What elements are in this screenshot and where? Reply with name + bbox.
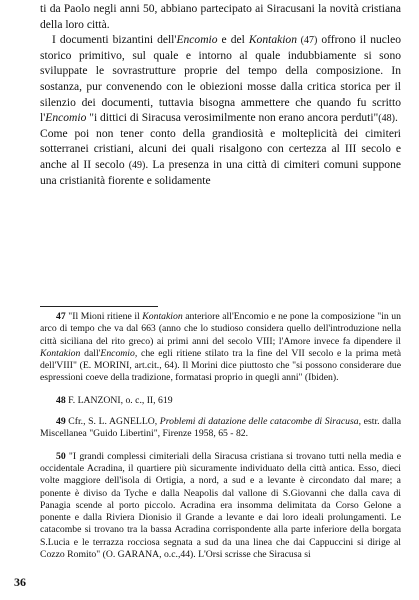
italic-title: Kontakion [40,347,81,359]
paragraph-text: . [394,112,398,125]
paragraph-3 [40,127,401,189]
paragraph-1 [40,2,401,33]
paragraph-2 [40,33,401,127]
footnote-text: che egli ritiene stilato tra la fine del VII secolo e la prima metà dell'VIII" (E. MORINI, art.cit., 64). Il Morini dice piuttosto che "si possono considerare due espressioni coeve della tradizione, formatasi proprio in quegli anni" (Ibiden). [40,347,401,384]
italic-title: Encomio [176,34,218,47]
italic-title: Problemi di datazione delle catacombe di Siracusa [159,416,359,428]
italic-title: Encomio [45,112,87,125]
paragraph-text: I documenti bizantini dell' [52,34,177,47]
footnote-text: "I grandi complessi cimiteriali della Siracusa cristiana si trovano tutti nella media e occidentale Acradina, il quartiere più sicuramente individuato della città antica. Esso, dieci volte maggiore dell'isola di Ortigia, a nord, a sud e a levante è circondato dal mare; a ponente è diviso da Tyche e dalla Neapolis dal vallone di S.Giovanni che dalla cava di Panagia scende al porto piccolo. Acradina era insomma delimitata da Corso Gelone a ponente e dalla Riviera Dionisio il Grande a levante e dai loro ideali prolungamenti. Le catacombe si trovano tra la bassa Acradina corrispondente alla parte inferiore della borgata S.Lucia e le terrazza rocciosa segnata a sud da una linea che dai Cappuccini si dirige al Cozzo Romito" (O. GARANA, o.c.,44). L'Orsi scrisse che Siracusa si [40,450,401,561]
footnote-text: Cfr., S. L. AGNELLO, [65,416,160,428]
italic-title: Encomio, [100,347,138,359]
italic-title: Kontakion [248,34,297,47]
footnote-text: anteriore all'Encomio e ne pone la composizione "in un arco di tempo che va dal 663 (anno che lo studioso considera quello dell'introduzione nella città siciliana del rito greco) ai primi anni del secolo VIII; l'Amore invece fa dipendere il [40,311,401,347]
paragraph-text: ti da Paolo negli anni 50, abbiano partecipato ai Siracusani la novità cristiana della loro città. [40,3,401,31]
paragraph-text: . La presenza in una città di cimiteri comuni suppone una cristianità fiorente e solidamente [40,158,401,187]
footnote-number: 49 [56,416,66,428]
footnote-text: , estr. dalla Miscellanea "Guido Libertini", Firenze 1958, 65 - 82. [40,416,402,440]
italic-title: Kontakion [142,311,183,322]
paragraph-text: e del [217,34,249,47]
footnote-separator [40,306,158,307]
paragraph-text: offrono il nucleo storico primitivo, sul quale e intorno al quale indubbiamente si sono sviluppate le sovrastrutture proprie del tempo della composizione. In sostanza, pur convenendo con le obiezioni mosse dalla critica storica per il silenzio dei documenti, tuttavia bisogna ammettere che quando fu scritto l' [40,34,401,125]
paragraph-text: "i dittici di Siracusa verosimilmente non erano ancora perduti" [86,112,379,125]
footnote-49 [40,416,401,441]
footnote-47 [40,311,401,385]
page-number: 36 [14,575,26,589]
footnote-ref: (47) [296,35,318,47]
footnotes [40,311,401,561]
footnote-number: 47 [56,311,66,322]
footnote-number: 50 [56,450,66,462]
footnote-text: F. LANZONI, o. c., II, 619 [65,394,173,406]
main-text [40,2,401,189]
footnote-ref: (49) [128,159,146,171]
footnote-text: dall' [80,347,101,359]
footnote-50 [40,451,401,562]
footnote-number: 48 [56,394,66,406]
footnote-ref: (48) [378,113,395,125]
paragraph-text: Come poi non tener conto della grandiosità e molteplicità dei cimiteri sotterranei cristiani, alcuni dei quali risalgono con certezza al III secolo e anche al II secolo [40,127,401,171]
footnote-text: "Il Mioni ritiene il [65,311,143,322]
footnote-48 [40,395,401,407]
